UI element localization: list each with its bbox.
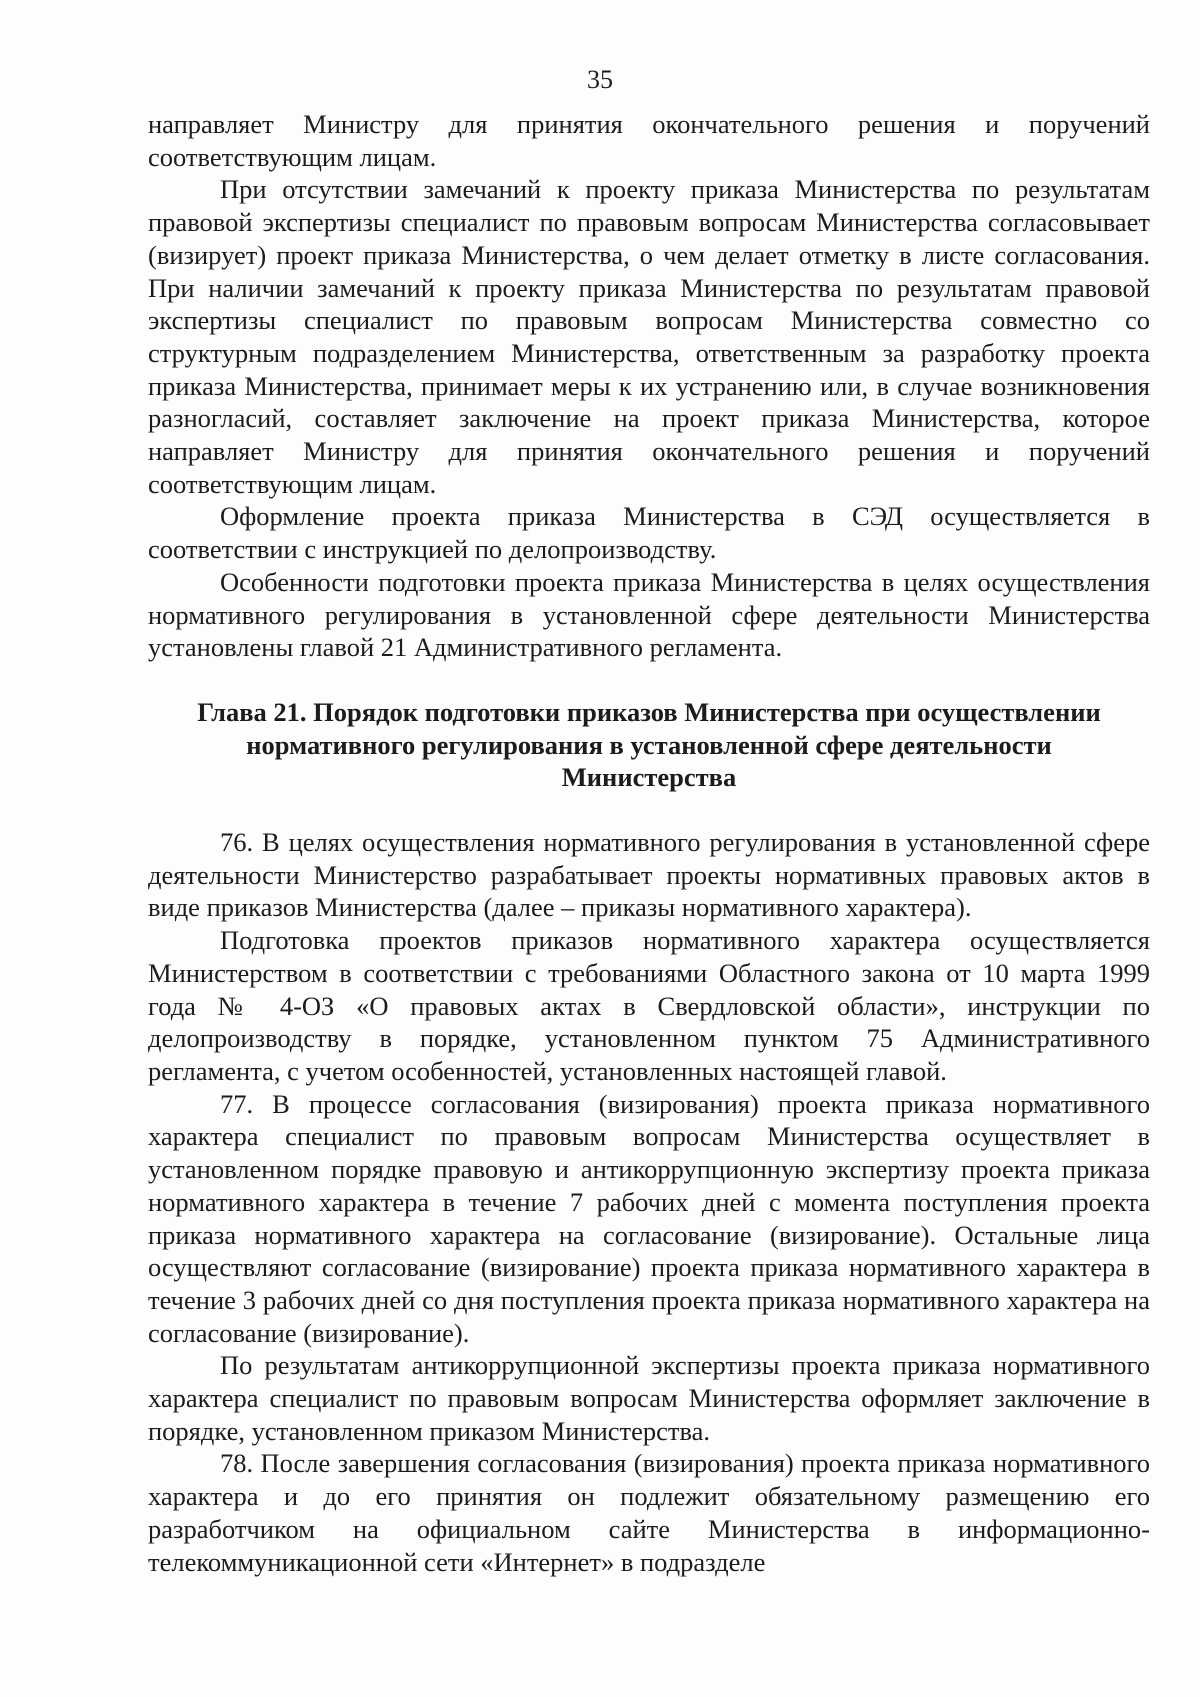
paragraph: Подготовка проектов приказов нормативного характера осуществляется Министерством в соответствии с требованиями Областного закона от 10 марта 1999 года № 4-ОЗ «О правовых актах в Свердловской области», инструкции по делопроизводству в порядке, установленном пунктом 75 Административного регламента, с учетом особенностей, установленных настоящей главой. bbox=[148, 925, 1150, 1086]
paragraph: 78. После завершения согласования (визирования) проекта приказа нормативного характера и до его принятия он подлежит обязательному размещению его разработчиком на официальном сайте Министерства в информационно-телекоммуникационной сети «Интернет» в подразделе bbox=[148, 1448, 1150, 1577]
chapter-heading-line-2: нормативного регулирования в установленной сфере деятельности bbox=[246, 729, 1052, 760]
chapter-heading-line-3: Министерства bbox=[561, 762, 737, 793]
chapter-heading bbox=[148, 696, 1150, 794]
chapter-heading-line-1: Глава 21. Порядок подготовки приказов Министерства при осуществлении bbox=[197, 696, 1101, 727]
paragraphs-before-heading bbox=[148, 108, 1150, 664]
paragraphs-after-heading bbox=[148, 826, 1150, 1578]
paragraph: 77. В процессе согласования (визирования) проекта приказа нормативного характера специалист по правовым вопросам Министерства осуществляет в установленном порядке правовую и антикоррупционную экспертизу проекта приказа нормативного характера в течение 7 рабочих дней с момента поступления проекта приказа нормативного характера на согласование (визирование). Остальные лица осуществляют согласование (визирование) проекта приказа нормативного характера в течение 3 рабочих дней со дня поступления проекта приказа нормативного характера на согласование (визирование). bbox=[148, 1088, 1150, 1348]
page-number: 35 bbox=[587, 65, 613, 94]
paragraph: Оформление проекта приказа Министерства в СЭД осуществляется в соответствии с инструкцией по делопроизводству. bbox=[148, 501, 1150, 565]
paragraph: направляет Министру для принятия окончательного решения и поручений соответствующим лицам. bbox=[148, 109, 1150, 172]
paragraph: Особенности подготовки проекта приказа Министерства в целях осуществления нормативного регулирования в установленной сфере деятельности Министерства установлены главой 21 Административного регламента. bbox=[148, 566, 1150, 663]
document-body bbox=[148, 108, 1150, 1578]
paragraph: 76. В целях осуществления нормативного регулирования в установленной сфере деятельности Министерство разрабатывает проекты нормативных правовых актов в виде приказов Министерства (далее – приказы нормативного характера). bbox=[148, 827, 1150, 923]
paragraph: По результатам антикоррупционной экспертизы проекта приказа нормативного характера специалист по правовым вопросам Министерства оформляет заключение в порядке, установленном приказом Министерства. bbox=[148, 1350, 1150, 1446]
paragraph: При отсутствии замечаний к проекту приказа Министерства по результатам правовой экспертизы специалист по правовым вопросам Министерства согласовывает (визирует) проект приказа Министерства, о чем делает отметку в листе согласования. При наличии замечаний к проекту приказа Министерства по результатам правовой экспертизы специалист по правовым вопросам Министерства совместно со структурным подразделением Министерства, ответственным за разработку проекта приказа Министерства, принимает меры к их устранению или, в случае возникновения разногласий, составляет заключение на проект приказа Министерства, которое направляет Министру для принятия окончательного решения и поручений соответствующим лицам. bbox=[148, 174, 1150, 499]
